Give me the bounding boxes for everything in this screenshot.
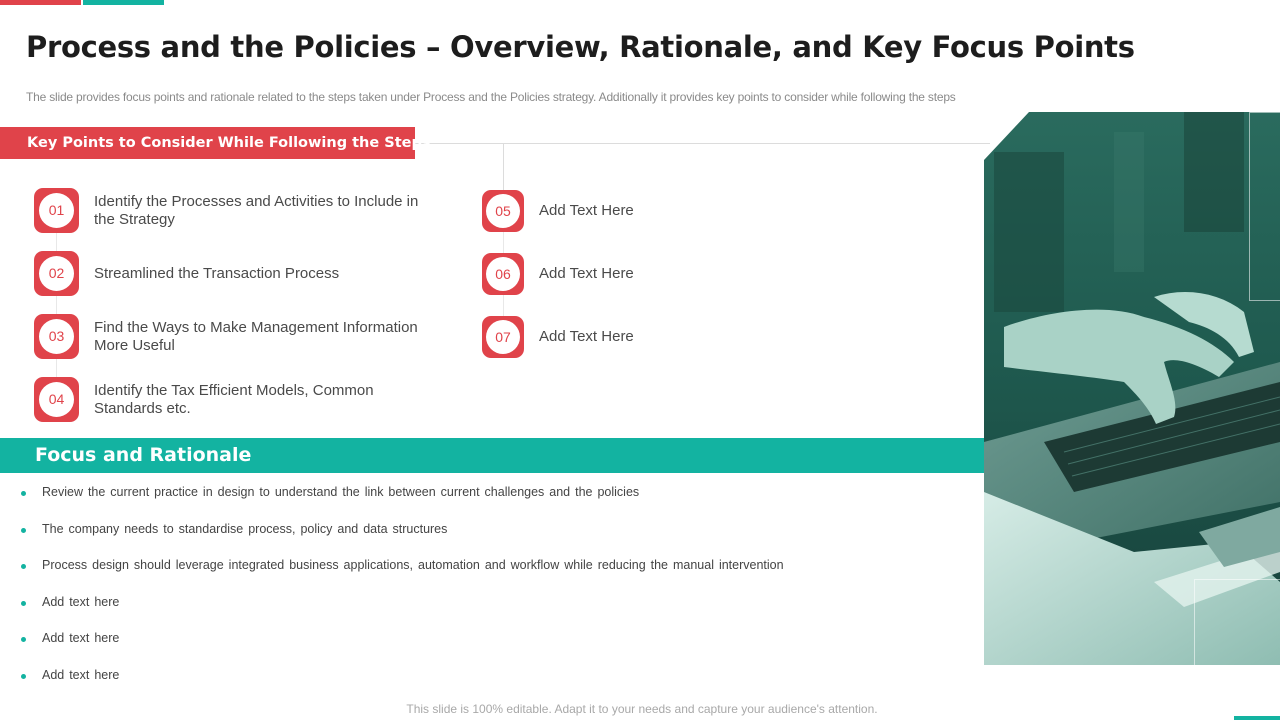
step-number-badge [482,253,524,295]
bullet-dot-icon [21,528,26,533]
step-text: Find the Ways to Make Management Information More Useful [94,318,418,354]
bullet-dot-icon [21,674,26,679]
step-number-badge [482,190,524,232]
step-text: Add Text Here [539,328,634,345]
photo-frame-bottom [1194,579,1280,665]
bullet-dot-icon [21,637,26,642]
bullet-dot-icon [21,601,26,606]
step-item-01 [34,188,434,233]
step-item-06 [482,253,882,295]
step-number: 04 [39,382,74,417]
step-item-07 [482,316,882,358]
list-item [0,585,980,622]
page-title: Process and the Policies – Overview, Rationale, and Key Focus Points [26,30,1135,64]
list-item [0,548,980,585]
focus-bullet-list [0,475,980,694]
bullet-text: Add text here [42,594,120,609]
step-number-badge [34,251,79,296]
footer-note: This slide is 100% editable. Adapt it to your needs and capture your audience's attention. [406,702,878,716]
step-text: Identify the Processes and Activities to Include in the Strategy [94,192,419,228]
bullet-text: Review the current practice in design to understand the link between current challenges and the policies [42,485,640,499]
key-points-heading: Key Points to Consider While Following the Steps [0,127,415,159]
laptop-typing-photo-icon [984,112,1280,665]
list-item [0,512,980,549]
step-number-badge [482,316,524,358]
step-connector [56,233,57,251]
bullet-text: Add text here [42,631,120,645]
step-text: Streamlined the Transaction Process [94,264,340,282]
step-number: 05 [486,194,520,228]
step-connector [56,296,57,314]
step-number: 02 [39,256,74,291]
list-item [0,658,980,695]
step-text: Add Text Here [539,265,634,282]
step-connector [56,359,57,377]
step-text: Identify the Tax Efficient Models, Common Standards etc. [94,381,374,417]
list-item [0,621,980,658]
step-connector [503,232,504,253]
bullet-text: Process design should leverage integrated business applications, automation and workflow while reducing the manual intervention [42,558,784,572]
top-accent-teal [83,0,164,5]
bullet-dot-icon [21,564,26,569]
page-subtitle: The slide provides focus points and rationale related to the steps taken under Process and the Policies strategy. Additionally it provides key points to consider while following the steps [26,90,956,104]
step-number-badge [34,377,79,422]
bullet-dot-icon [21,491,26,496]
step-number-badge [34,314,79,359]
step-number: 01 [39,193,74,228]
top-accent-red [0,0,81,5]
bullet-text: The company needs to standardise process, policy and data structures [42,521,448,536]
photo-frame-top [1249,112,1280,301]
step-item-02 [34,251,434,296]
step-item-04 [34,377,434,422]
list-item [0,475,980,512]
step-text: Add Text Here [539,202,634,219]
step-item-03 [34,314,434,359]
column-divider [503,143,504,193]
bullet-text: Add text here [42,667,120,682]
bottom-accent-teal [1234,716,1280,720]
step-number: 03 [39,319,74,354]
step-item-05 [482,190,882,232]
focus-heading: Focus and Rationale [0,438,990,473]
step-number-badge [34,188,79,233]
step-connector [503,295,504,316]
step-number: 06 [486,257,520,291]
step-number: 07 [486,320,520,354]
